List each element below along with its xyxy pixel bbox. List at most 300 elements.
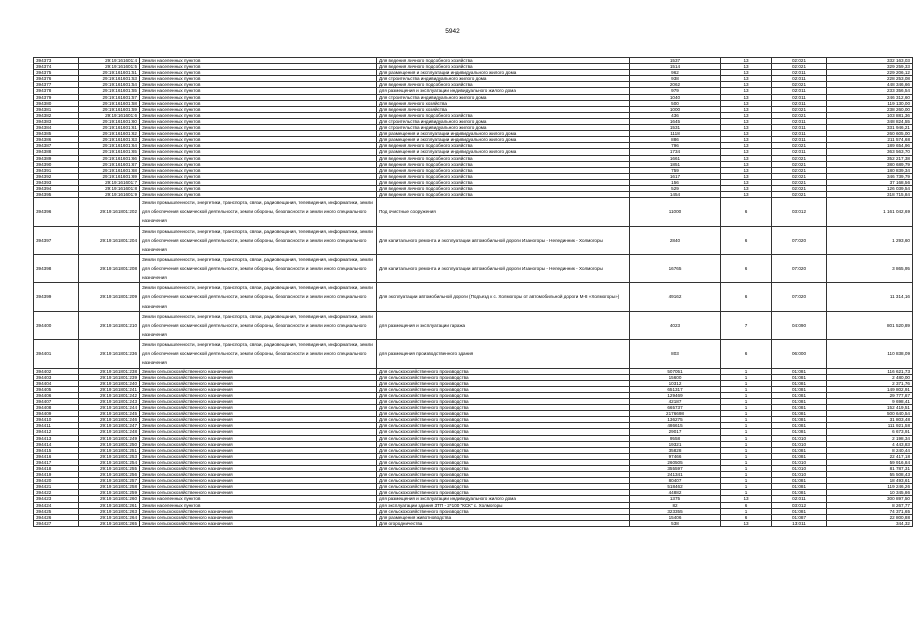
permitted-use-cell: Для сельскохозяйственного производства bbox=[377, 429, 630, 435]
permitted-use-cell: Для сельскохозяйственного производства bbox=[377, 435, 630, 441]
area-cell: 15406 bbox=[630, 514, 721, 520]
land-category-cell: Земли сельскохозяйственного назначения bbox=[140, 405, 377, 411]
row-number-cell: 394387 bbox=[34, 143, 79, 149]
use-code-cell: 02:021 bbox=[772, 58, 827, 64]
cadastral-value-cell: 2 371,76 bbox=[827, 380, 913, 386]
row-number-cell: 394382 bbox=[34, 112, 79, 118]
group-number-cell: 6 bbox=[721, 198, 772, 226]
group-number-cell: 1 bbox=[721, 508, 772, 514]
cadastral-value-cell: 348 824,55 bbox=[827, 118, 913, 124]
cadastral-value-cell: 189 654,96 bbox=[827, 143, 913, 149]
permitted-use-cell: Для размещения животноводства bbox=[377, 514, 630, 520]
cadastral-value-cell: 8 267,77 bbox=[827, 502, 913, 508]
row-number-cell: 394375 bbox=[34, 70, 79, 76]
use-code-cell: 01:081 bbox=[772, 508, 827, 514]
group-number-cell: 13 bbox=[721, 192, 772, 198]
row-number-cell: 394425 bbox=[34, 508, 79, 514]
area-cell: 1118 bbox=[630, 131, 721, 137]
area-cell: 82 bbox=[630, 502, 721, 508]
cadastral-value-cell: 380 689,79 bbox=[827, 161, 913, 167]
permitted-use-cell: Для ведения личного подсобного хозяйства bbox=[377, 58, 630, 64]
group-number-cell: 13 bbox=[721, 112, 772, 118]
area-cell: 938 bbox=[630, 76, 721, 82]
cadastral-value-cell: 2 198,34 bbox=[827, 435, 913, 441]
use-code-cell: 01:081 bbox=[772, 380, 827, 386]
use-code-cell: 03:012 bbox=[772, 198, 827, 226]
use-code-cell: 07:020 bbox=[772, 283, 827, 311]
use-code-cell: 01:010 bbox=[772, 435, 827, 441]
area-cell: 886 bbox=[630, 137, 721, 143]
row-number-cell: 394397 bbox=[34, 226, 79, 254]
area-cell: 11000 bbox=[630, 198, 721, 226]
cadastral-value-cell: 238 260,00 bbox=[827, 106, 913, 112]
table-row bbox=[34, 520, 913, 526]
row-number-cell: 394384 bbox=[34, 125, 79, 131]
cadastral-value-cell: 103 881,36 bbox=[827, 112, 913, 118]
cadastral-number-cell: 29:19:161801:250 bbox=[79, 441, 140, 447]
permitted-use-cell: Для ведения личного подсобного хозяйства bbox=[377, 64, 630, 70]
cadastral-number-cell: 29:19:161801:255 bbox=[79, 466, 140, 472]
use-code-cell: 01:081 bbox=[772, 374, 827, 380]
permitted-use-cell: Для ведения личного подсобного хозяйства bbox=[377, 173, 630, 179]
use-code-cell: 01:081 bbox=[772, 478, 827, 484]
use-code-cell: 02:021 bbox=[772, 64, 827, 70]
land-category-cell: Земли сельскохозяйственного назначения bbox=[140, 368, 377, 374]
group-number-cell: 13 bbox=[721, 155, 772, 161]
permitted-use-cell: Для ведения личного подсобного хозяйства bbox=[377, 143, 630, 149]
use-code-cell: 02:021 bbox=[772, 112, 827, 118]
area-cell: 2176698 bbox=[630, 411, 721, 417]
land-category-cell: Земли населенных пунктов bbox=[140, 88, 377, 94]
table-row bbox=[34, 340, 913, 368]
permitted-use-cell: Для эксплуатации автомобильной дороги (Подъезд к с. Холмогоры от автомобильной дороги М-8 «Холмогоры») bbox=[377, 283, 630, 311]
group-number-cell: 1 bbox=[721, 472, 772, 478]
cadastral-number-cell: 29:19:161801:209 bbox=[79, 283, 140, 311]
row-number-cell: 394390 bbox=[34, 161, 79, 167]
land-category-cell: Земли сельскохозяйственного назначения bbox=[140, 392, 377, 398]
cadastral-number-cell: 29:19:161801:257 bbox=[79, 478, 140, 484]
land-category-cell: Земли населенных пунктов bbox=[140, 70, 377, 76]
permitted-use-cell: Для ведения личного подсобного хозяйства bbox=[377, 192, 630, 198]
cadastral-value-cell: 119 130,00 bbox=[827, 100, 913, 106]
use-code-cell: 07:020 bbox=[772, 226, 827, 254]
land-category-cell: Земли населенных пунктов bbox=[140, 185, 377, 191]
area-cell: 486615 bbox=[630, 423, 721, 429]
cadastral-value-cell: 18 493,61 bbox=[827, 478, 913, 484]
cadastral-value-cell: 6 673,91 bbox=[827, 429, 913, 435]
permitted-use-cell: Под очистные сооружения bbox=[377, 198, 630, 226]
cadastral-value-cell: 31 803,48 bbox=[827, 417, 913, 423]
row-number-cell: 394378 bbox=[34, 88, 79, 94]
group-number-cell: 1 bbox=[721, 453, 772, 459]
use-code-cell: 01:081 bbox=[772, 398, 827, 404]
table-row bbox=[34, 311, 913, 339]
area-cell: 759 bbox=[630, 167, 721, 173]
use-code-cell: 02:011 bbox=[772, 149, 827, 155]
cadastral-number-cell: 29:19:161801:258 bbox=[79, 484, 140, 490]
land-category-cell: Земли промышленности, энергетики, транспорта, связи, радиовещания, телевидения, информатики, земли для обеспечения космической деятельности, земли обороны, безопасности и земли иного специального назначения bbox=[140, 226, 377, 254]
cadastral-number-cell: 29:19:161601:53 bbox=[79, 76, 140, 82]
cadastral-value-cell: 126 039,54 bbox=[827, 185, 913, 191]
cadastral-number-cell: 29:19:161801:248 bbox=[79, 429, 140, 435]
area-cell: 979 bbox=[630, 88, 721, 94]
land-category-cell: Земли промышленности, энергетики, транспорта, связи, радиовещания, телевидения, информатики, земли для обеспечения космической деятельности, земли обороны, безопасности и земли иного специального назначения bbox=[140, 254, 377, 282]
use-code-cell: 01:081 bbox=[772, 417, 827, 423]
permitted-use-cell: Для сельскохозяйственного производства bbox=[377, 459, 630, 465]
cadastral-value-cell: 81 787,31 bbox=[827, 466, 913, 472]
cadastral-value-cell: 11 314,16 bbox=[827, 283, 913, 311]
use-code-cell: 01:010 bbox=[772, 459, 827, 465]
cadastral-number-cell: 29:19:161801:243 bbox=[79, 398, 140, 404]
land-category-cell: Земли населенных пунктов bbox=[140, 82, 377, 88]
use-code-cell: 02:021 bbox=[772, 185, 827, 191]
group-number-cell: 13 bbox=[721, 118, 772, 124]
permitted-use-cell: Для ведения личного подсобного хозяйства bbox=[377, 82, 630, 88]
cadastral-number-cell: 29:19:161601:5 bbox=[79, 64, 140, 70]
use-code-cell: 02:021 bbox=[772, 155, 827, 161]
area-cell: 44882 bbox=[630, 490, 721, 496]
land-category-cell: Земли населенных пунктов bbox=[140, 76, 377, 82]
group-number-cell: 13 bbox=[721, 70, 772, 76]
row-number-cell: 394396 bbox=[34, 198, 79, 226]
land-category-cell: Земли сельскохозяйственного назначения bbox=[140, 478, 377, 484]
cadastral-value-cell: 111 921,58 bbox=[827, 423, 913, 429]
group-number-cell: 1 bbox=[721, 386, 772, 392]
cadastral-number-cell: 29:19:161601:61 bbox=[79, 125, 140, 131]
area-cell: 129469 bbox=[630, 392, 721, 398]
group-number-cell: 1 bbox=[721, 374, 772, 380]
cadastral-number-cell: 29:19:161801:208 bbox=[79, 254, 140, 282]
land-category-cell: Земли населенных пунктов bbox=[140, 173, 377, 179]
area-cell: 1040 bbox=[630, 94, 721, 100]
use-code-cell: 01:010 bbox=[772, 441, 827, 447]
use-code-cell: 01:081 bbox=[772, 453, 827, 459]
cadastral-number-cell: 29:19:161801:254 bbox=[79, 459, 140, 465]
group-number-cell: 1 bbox=[721, 392, 772, 398]
group-number-cell: 6 bbox=[721, 226, 772, 254]
cadastral-number-cell: 29:19:161601:6 bbox=[79, 112, 140, 118]
group-number-cell: 13 bbox=[721, 131, 772, 137]
cadastral-value-cell: 246 312,60 bbox=[827, 94, 913, 100]
land-category-cell: Земли сельскохозяйственного назначения bbox=[140, 490, 377, 496]
land-category-cell: Земли сельскохозяйственного назначения bbox=[140, 386, 377, 392]
area-cell: 1537 bbox=[630, 58, 721, 64]
land-category-cell: Земли населенных пунктов bbox=[140, 100, 377, 106]
area-cell: 1661 bbox=[630, 155, 721, 161]
use-code-cell: 02:021 bbox=[772, 179, 827, 185]
cadastral-number-cell: 29:19:161801:264 bbox=[79, 514, 140, 520]
area-cell: 2062 bbox=[630, 82, 721, 88]
permitted-use-cell: Для строительства индивидуального жилого дома bbox=[377, 94, 630, 100]
area-cell: 80407 bbox=[630, 478, 721, 484]
area-cell: 16765 bbox=[630, 254, 721, 282]
use-code-cell: 06:000 bbox=[772, 340, 827, 368]
group-number-cell: 13 bbox=[721, 64, 772, 70]
group-number-cell: 13 bbox=[721, 100, 772, 106]
row-number-cell: 394417 bbox=[34, 459, 79, 465]
cadastral-number-cell: 29:19:161601:66 bbox=[79, 155, 140, 161]
row-number-cell: 394413 bbox=[34, 435, 79, 441]
row-number-cell: 394407 bbox=[34, 398, 79, 404]
permitted-use-cell: Для капитального ремонта и эксплуатации автомобильной дороги Изаногоры - Нелединник - Холмогоры bbox=[377, 226, 630, 254]
group-number-cell: 13 bbox=[721, 94, 772, 100]
row-number-cell: 394377 bbox=[34, 82, 79, 88]
row-number-cell: 394411 bbox=[34, 423, 79, 429]
row-number-cell: 394401 bbox=[34, 340, 79, 368]
row-number-cell: 394412 bbox=[34, 429, 79, 435]
cadastral-number-cell: 29:19:161601:68 bbox=[79, 167, 140, 173]
cadastral-value-cell: 29 777,87 bbox=[827, 392, 913, 398]
land-category-cell: Земли населенных пунктов bbox=[140, 112, 377, 118]
cadastral-value-cell: 352 217,38 bbox=[827, 155, 913, 161]
area-cell: 323355 bbox=[630, 508, 721, 514]
cadastral-number-cell: 29:19:161801:251 bbox=[79, 447, 140, 453]
row-number-cell: 394414 bbox=[34, 441, 79, 447]
permitted-use-cell: Для сельскохозяйственного производства bbox=[377, 411, 630, 417]
group-number-cell: 1 bbox=[721, 435, 772, 441]
cadastral-number-cell: 29:19:161601:57 bbox=[79, 94, 140, 100]
cadastral-value-cell: 149 802,91 bbox=[827, 386, 913, 392]
cadastral-number-cell: 29:19:161601:4 bbox=[79, 58, 140, 64]
land-category-cell: Земли населенных пунктов bbox=[140, 94, 377, 100]
use-code-cell: 01:081 bbox=[772, 484, 827, 490]
group-number-cell: 13 bbox=[721, 149, 772, 155]
land-category-cell: Земли населенных пунктов bbox=[140, 125, 377, 131]
permitted-use-cell: для размещения производственного здания bbox=[377, 340, 630, 368]
land-category-cell: Земли населенных пунктов bbox=[140, 502, 377, 508]
cadastral-value-cell: 119 246,26 bbox=[827, 484, 913, 490]
use-code-cell: 01:081 bbox=[772, 411, 827, 417]
cadastral-value-cell: 59 916,84 bbox=[827, 459, 913, 465]
cadastral-number-cell: 29:19:161801:236 bbox=[79, 340, 140, 368]
use-code-cell: 02:011 bbox=[772, 125, 827, 131]
land-category-cell: Земли сельскохозяйственного назначения bbox=[140, 453, 377, 459]
area-cell: 518462 bbox=[630, 484, 721, 490]
table-row bbox=[34, 254, 913, 282]
area-cell: 1531 bbox=[630, 125, 721, 131]
area-cell: 1000 bbox=[630, 106, 721, 112]
land-category-cell: Земли населенных пунктов bbox=[140, 155, 377, 161]
cadastral-value-cell: 3 865,95 bbox=[827, 254, 913, 282]
use-code-cell: 02:011 bbox=[772, 94, 827, 100]
group-number-cell: 1 bbox=[721, 490, 772, 496]
permitted-use-cell: Для размещения и эксплуатации индивидуального жилого дома bbox=[377, 137, 630, 143]
row-number-cell: 394388 bbox=[34, 149, 79, 155]
row-number-cell: 394420 bbox=[34, 478, 79, 484]
cadastral-value-cell: 331 946,21 bbox=[827, 125, 913, 131]
use-code-cell: 01:081 bbox=[772, 386, 827, 392]
cadastral-number-cell: 29:19:161801:244 bbox=[79, 405, 140, 411]
land-category-cell: Земли населенных пунктов bbox=[140, 106, 377, 112]
use-code-cell: 01:081 bbox=[772, 423, 827, 429]
cadastral-value-cell: 318 715,84 bbox=[827, 192, 913, 198]
area-cell: 1851 bbox=[630, 161, 721, 167]
permitted-use-cell: Для капитального ремонта и эксплуатации автомобильной дороги Изаногоры - Нелединник - Холмогоры bbox=[377, 254, 630, 282]
row-number-cell: 394423 bbox=[34, 496, 79, 502]
use-code-cell: 02:011 bbox=[772, 76, 827, 82]
group-number-cell: 1 bbox=[721, 405, 772, 411]
cadastral-number-cell: 29:19:161601:7 bbox=[79, 179, 140, 185]
area-cell: 2840 bbox=[630, 226, 721, 254]
cadastral-value-cell: 228 253,08 bbox=[827, 76, 913, 82]
cadastral-number-cell: 29:19:161601:59 bbox=[79, 106, 140, 112]
permitted-use-cell: Для сельскохозяйственного производства bbox=[377, 447, 630, 453]
table-row bbox=[34, 226, 913, 254]
area-cell: 507051 bbox=[630, 368, 721, 374]
row-number-cell: 394376 bbox=[34, 76, 79, 82]
area-cell: 500 bbox=[630, 100, 721, 106]
use-code-cell: 02:021 bbox=[772, 143, 827, 149]
cadastral-number-cell: 29:19:161801:202 bbox=[79, 198, 140, 226]
area-cell: 1734 bbox=[630, 149, 721, 155]
row-number-cell: 394391 bbox=[34, 167, 79, 173]
group-number-cell: 6 bbox=[721, 514, 772, 520]
row-number-cell: 394379 bbox=[34, 94, 79, 100]
cadastral-number-cell: 29:19:161601:69 bbox=[79, 173, 140, 179]
group-number-cell: 1 bbox=[721, 478, 772, 484]
land-category-cell: Земли населенных пунктов bbox=[140, 161, 377, 167]
permitted-use-cell: Для строительства индивидуального жилого дома bbox=[377, 125, 630, 131]
land-category-cell: Земли сельскохозяйственного назначения bbox=[140, 508, 377, 514]
area-cell: 1375 bbox=[630, 496, 721, 502]
row-number-cell: 394399 bbox=[34, 283, 79, 311]
land-category-cell: Земли сельскохозяйственного назначения bbox=[140, 417, 377, 423]
row-number-cell: 394374 bbox=[34, 64, 79, 70]
permitted-use-cell: Для строительства индивидуального жилого дома bbox=[377, 76, 630, 82]
cadastral-value-cell: 329 259,33 bbox=[827, 64, 913, 70]
cadastral-value-cell: 300 897,50 bbox=[827, 496, 913, 502]
land-category-cell: Земли сельскохозяйственного назначения bbox=[140, 466, 377, 472]
cadastral-value-cell: 116 621,73 bbox=[827, 368, 913, 374]
row-number-cell: 394409 bbox=[34, 411, 79, 417]
row-number-cell: 394392 bbox=[34, 173, 79, 179]
group-number-cell: 13 bbox=[721, 496, 772, 502]
row-number-cell: 394422 bbox=[34, 490, 79, 496]
cadastral-number-cell: 29:19:161801:239 bbox=[79, 374, 140, 380]
permitted-use-cell: Для сельскохозяйственного производства bbox=[377, 392, 630, 398]
area-cell: 665737 bbox=[630, 405, 721, 411]
row-number-cell: 394406 bbox=[34, 392, 79, 398]
cadastral-number-cell: 29:19:161801:265 bbox=[79, 520, 140, 526]
cadastral-number-cell: 29:19:161601:64 bbox=[79, 143, 140, 149]
use-code-cell: 01:081 bbox=[772, 392, 827, 398]
area-cell: 42187 bbox=[630, 398, 721, 404]
cadastral-number-cell: 29:19:161801:238 bbox=[79, 368, 140, 374]
area-cell: 260505 bbox=[630, 459, 721, 465]
group-number-cell: 13 bbox=[721, 161, 772, 167]
cadastral-number-cell: 29:19:161801:210 bbox=[79, 311, 140, 339]
permitted-use-cell: Для размещения и эксплуатации индивидуального жилого дома bbox=[377, 70, 630, 76]
land-category-cell: Земли населенных пунктов bbox=[140, 143, 377, 149]
area-cell: 1514 bbox=[630, 64, 721, 70]
land-category-cell: Земли сельскохозяйственного назначения bbox=[140, 447, 377, 453]
permitted-use-cell: Для ведения личного хозяйства bbox=[377, 100, 630, 106]
area-cell: 1645 bbox=[630, 118, 721, 124]
group-number-cell: 6 bbox=[721, 283, 772, 311]
use-code-cell: 02:011 bbox=[772, 70, 827, 76]
cadastral-value-cell: 180 839,34 bbox=[827, 167, 913, 173]
land-category-cell: Земли населенных пунктов bbox=[140, 149, 377, 155]
cadastral-number-cell: 29:19:161801:247 bbox=[79, 423, 140, 429]
land-category-cell: Земли сельскохозяйственного назначения bbox=[140, 484, 377, 490]
use-code-cell: 01:081 bbox=[772, 447, 827, 453]
row-number-cell: 394421 bbox=[34, 484, 79, 490]
cadastral-value-cell: 1 293,60 bbox=[827, 226, 913, 254]
cadastral-number-cell: 29:19:161801:242 bbox=[79, 392, 140, 398]
area-cell: 436 bbox=[630, 112, 721, 118]
area-cell: 241341 bbox=[630, 472, 721, 478]
group-number-cell: 1 bbox=[721, 368, 772, 374]
land-category-cell: Земли населенных пунктов bbox=[140, 179, 377, 185]
cadastral-value-cell: 8 240,44 bbox=[827, 447, 913, 453]
cadastral-value-cell: 448 346,66 bbox=[827, 82, 913, 88]
cadastral-number-cell: 29:19:161601:51 bbox=[79, 70, 140, 76]
cadastral-value-cell: 801 520,89 bbox=[827, 311, 913, 339]
cadastral-value-cell: 37 168,56 bbox=[827, 179, 913, 185]
cadastral-number-cell: 29:19:161601:63 bbox=[79, 137, 140, 143]
cadastral-value-cell: 233 356,54 bbox=[827, 88, 913, 94]
cadastral-value-cell: 22 800,88 bbox=[827, 514, 913, 520]
row-number-cell: 394405 bbox=[34, 386, 79, 392]
cadastral-value-cell: 500 640,54 bbox=[827, 411, 913, 417]
use-code-cell: 01:087 bbox=[772, 514, 827, 520]
row-number-cell: 394404 bbox=[34, 380, 79, 386]
cadastral-number-cell: 29:19:161601:62 bbox=[79, 131, 140, 137]
area-cell: 962 bbox=[630, 70, 721, 76]
cadastral-value-cell: 346 739,79 bbox=[827, 173, 913, 179]
use-code-cell: 02:011 bbox=[772, 88, 827, 94]
row-number-cell: 394415 bbox=[34, 447, 79, 453]
cadastral-value-cell: 2 480,00 bbox=[827, 374, 913, 380]
cadastral-number-cell: 29:19:161601:60 bbox=[79, 118, 140, 124]
cadastral-value-cell: 22 417,18 bbox=[827, 453, 913, 459]
use-code-cell: 02:011 bbox=[772, 137, 827, 143]
area-cell: 136275 bbox=[630, 417, 721, 423]
table-row bbox=[34, 283, 913, 311]
use-code-cell: 02:021 bbox=[772, 192, 827, 198]
group-number-cell: 13 bbox=[721, 58, 772, 64]
cadastral-number-cell: 29:19:161801:260 bbox=[79, 496, 140, 502]
land-category-cell: Земли сельскохозяйственного назначения bbox=[140, 411, 377, 417]
permitted-use-cell: Для сельскохозяйственного производства bbox=[377, 398, 630, 404]
permitted-use-cell: Для сельскохозяйственного производства bbox=[377, 508, 630, 514]
row-number-cell: 394402 bbox=[34, 368, 79, 374]
land-category-cell: Земли сельскохозяйственного назначения bbox=[140, 380, 377, 386]
group-number-cell: 1 bbox=[721, 423, 772, 429]
area-cell: 29017 bbox=[630, 429, 721, 435]
land-category-cell: Земли сельскохозяйственного назначения bbox=[140, 423, 377, 429]
group-number-cell: 6 bbox=[721, 254, 772, 282]
permitted-use-cell: Для размещения и эксплуатации индивидуального жилого дома bbox=[377, 149, 630, 155]
cadastral-value-cell: 363 563,70 bbox=[827, 149, 913, 155]
area-cell: 1454 bbox=[630, 192, 721, 198]
use-code-cell: 02:021 bbox=[772, 106, 827, 112]
use-code-cell: 02:011 bbox=[772, 118, 827, 124]
row-number-cell: 394427 bbox=[34, 520, 79, 526]
group-number-cell: 1 bbox=[721, 466, 772, 472]
land-category-cell: Земли сельскохозяйственного назначения bbox=[140, 429, 377, 435]
area-cell: 1617 bbox=[630, 173, 721, 179]
group-number-cell: 13 bbox=[721, 520, 772, 526]
use-code-cell: 03:012 bbox=[772, 502, 827, 508]
cadastral-number-cell: 29:19:161801:245 bbox=[79, 411, 140, 417]
row-number-cell: 394395 bbox=[34, 192, 79, 198]
group-number-cell: 1 bbox=[721, 441, 772, 447]
area-cell: 49162 bbox=[630, 283, 721, 311]
row-number-cell: 394418 bbox=[34, 466, 79, 472]
group-number-cell: 13 bbox=[721, 88, 772, 94]
use-code-cell: 02:011 bbox=[772, 100, 827, 106]
